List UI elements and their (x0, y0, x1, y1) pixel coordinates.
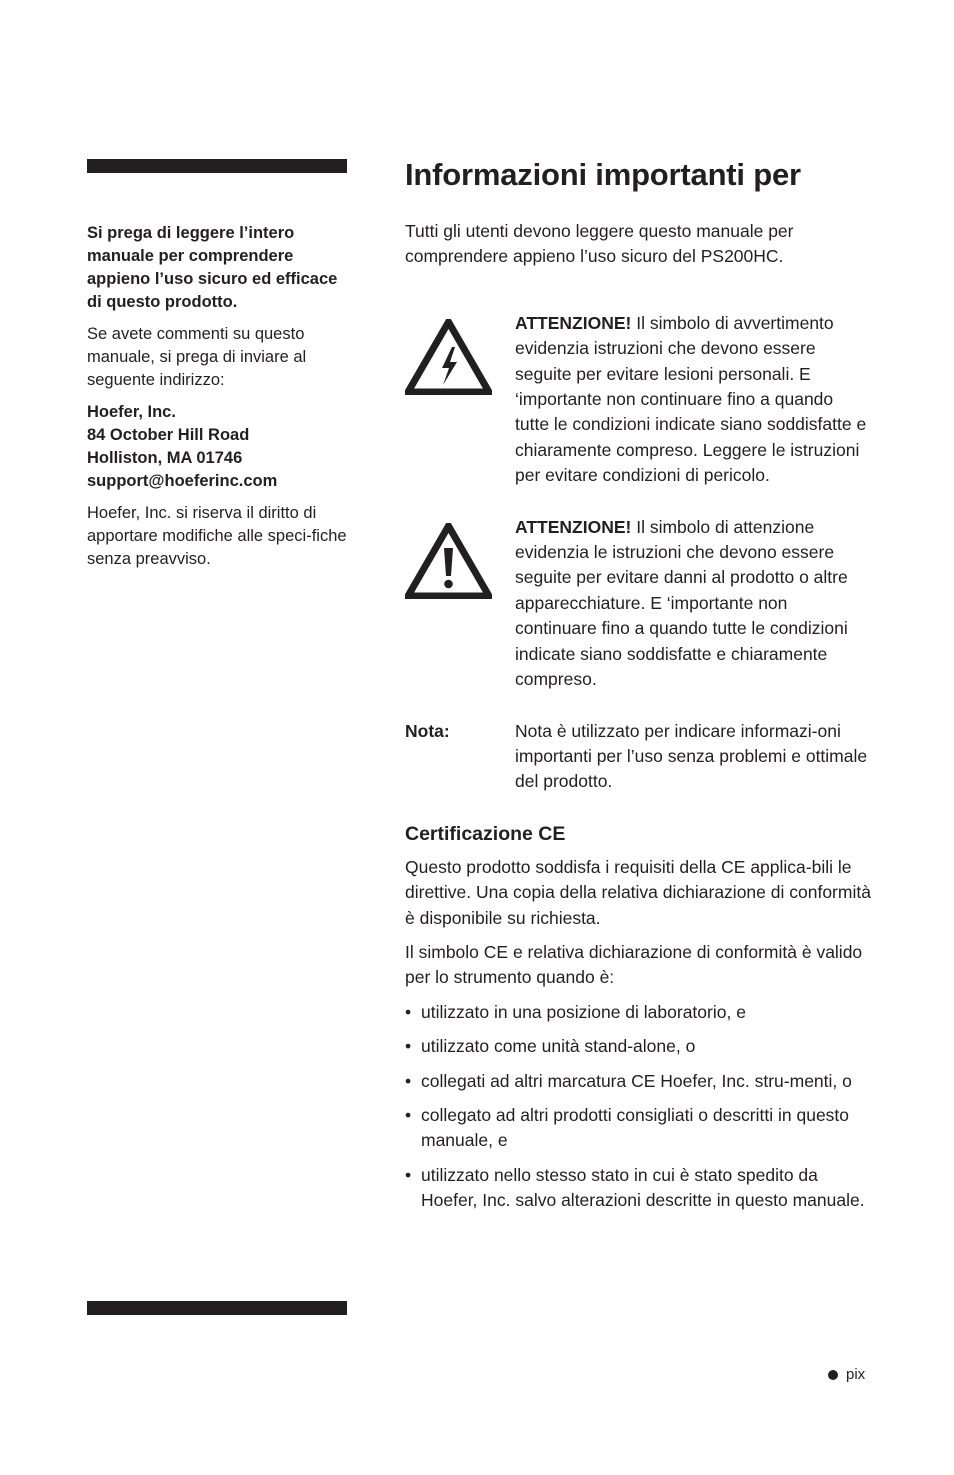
main-content (405, 150, 875, 1223)
list-item: • utilizzato in una posizione di laboratorio, e (405, 1000, 875, 1025)
warning-label: ATTENZIONE! (515, 312, 632, 333)
list-item: • utilizzato come unità stand-alone, o (405, 1034, 875, 1059)
sidebar-comments: Se avete commenti su questo manuale, si prega di inviare al seguente indirizzo: (87, 325, 307, 389)
list-item: • collegati ad altri marcatura CE Hoefer, Inc. stru-menti, o (405, 1069, 875, 1094)
warning-text: Il simbolo di attenzione evidenzia le istruzioni che devono essere seguite per evitare danni al prodotto o altre apparecchiature. E ‘importante non continuare fino a quando tutte le condizioni indicate siano soddisfatte e chiaramente compreso. (515, 516, 848, 690)
bottom-rule (87, 1301, 347, 1315)
bullet-dot-icon (828, 1370, 838, 1380)
top-rule (87, 159, 347, 173)
ce-paragraph-1: Questo prodotto soddisfa i requisiti della CE applica-bili le direttive. Una copia della relativa dichiarazione di conformità è disponibile su richiesta. (405, 856, 871, 928)
nota-text: Nota è utilizzato per indicare informazi-oni importanti per l’uso senza problemi e ottimale del prodotto. (515, 720, 868, 792)
sidebar-address (87, 401, 355, 493)
page-footer (828, 1366, 865, 1383)
warning-label: ATTENZIONE! (515, 516, 632, 537)
address-email: support@hoeferinc.com (87, 472, 278, 490)
nota-label: Nota: (405, 720, 450, 741)
page-title: Informazioni importanti per (405, 157, 801, 192)
intro-text: Tutti gli utenti devono leggere questo manuale per comprendere appieno l’uso sicuro del PS200HC. (405, 221, 794, 267)
caution-icon (405, 515, 515, 606)
warning-caution (405, 515, 875, 693)
address-street: 84 October Hill Road (87, 426, 250, 444)
warning-electric (405, 311, 875, 489)
address-company: Hoefer, Inc. (87, 403, 176, 421)
ce-paragraph-2: Il simbolo CE e relativa dichiarazione di conformità è valido per lo strumento quando è: (405, 941, 863, 988)
electric-hazard-icon (405, 311, 515, 402)
page-number: pix (846, 1366, 866, 1383)
sidebar-rights: Hoefer, Inc. si riserva il diritto di apportare modifiche alle speci-fiche senza preavviso. (87, 504, 347, 568)
sidebar (87, 222, 355, 580)
nota-block (405, 719, 875, 795)
address-city: Holliston, MA 01746 (87, 449, 243, 467)
ce-conditions-list (405, 1000, 875, 1214)
list-item: • collegato ad altri prodotti consigliati o descritti in questo manuale, e (405, 1103, 875, 1154)
ce-heading: Certificazione CE (405, 822, 566, 845)
warning-text: Il simbolo di avvertimento evidenzia istruzioni che devono essere seguite per evitare lesioni personali. E ‘importante non continuare fino a quando tutte le condizioni indicate siano soddisfatte e chiaramente compreso. Leggere le istruzioni per evitare condizioni di pericolo. (515, 312, 867, 486)
sidebar-lead: Si prega di leggere l’intero manuale per comprendere appieno l’uso sicuro ed efficace di questo prodotto. (87, 224, 338, 311)
list-item: • utilizzato nello stesso stato in cui è stato spedito da Hoefer, Inc. salvo alterazioni descritte in questo manuale. (405, 1163, 875, 1214)
